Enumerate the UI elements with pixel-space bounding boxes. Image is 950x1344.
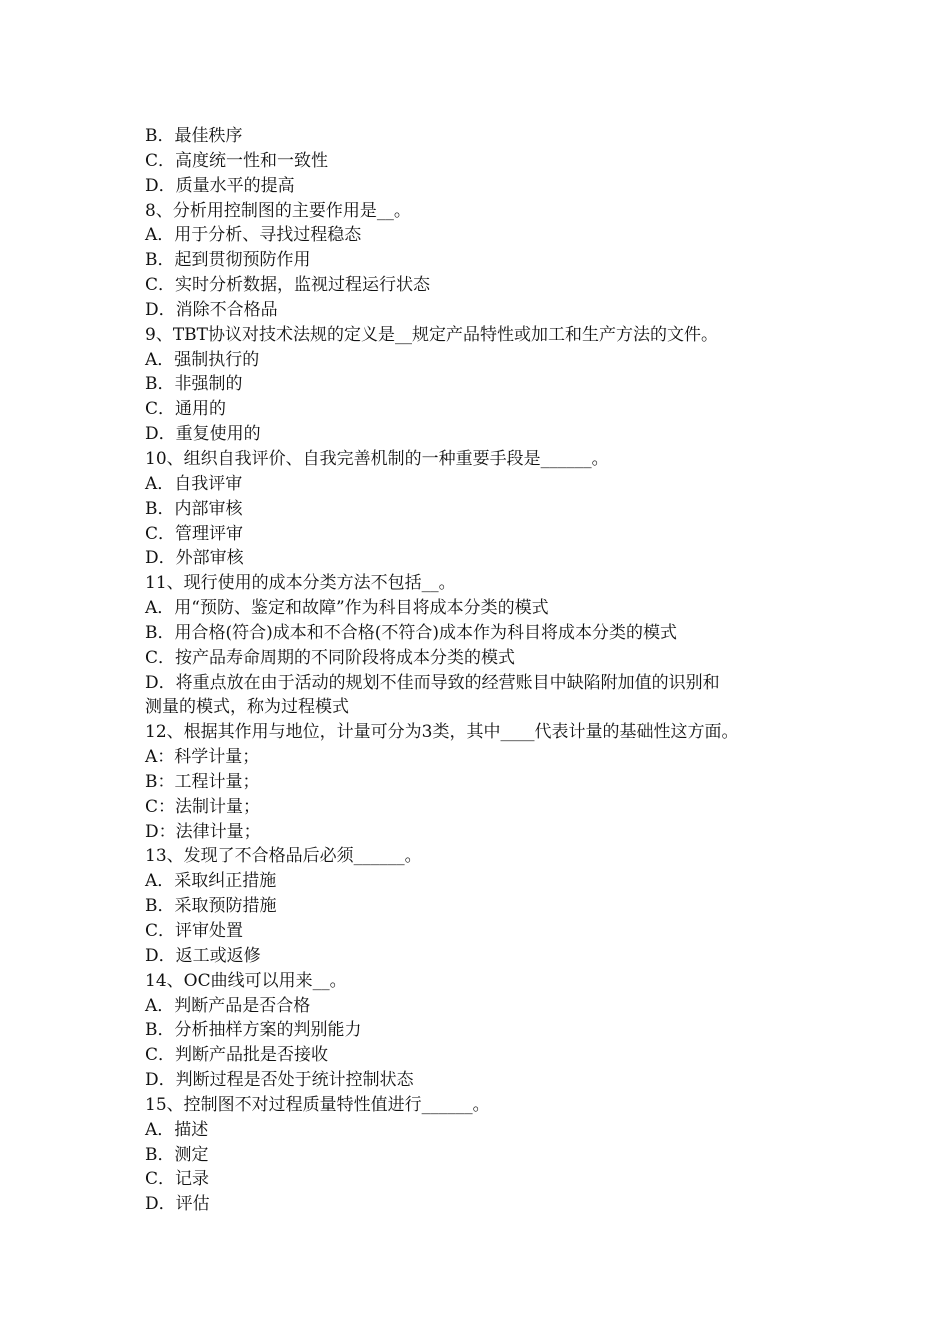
option-line: A．采取纠正措施: [145, 871, 277, 892]
option-line: B．采取预防措施: [145, 896, 277, 917]
option-line: B．最佳秩序: [145, 126, 243, 146]
option-line: C．通用的: [145, 399, 227, 420]
question-line: 8、分析用控制图的主要作用是__。: [145, 200, 411, 221]
option-line: C．按产品寿命周期的不同阶段将成本分类的模式: [145, 647, 516, 668]
option-line: C．实时分析数据，监视过程运行状态: [145, 275, 431, 296]
question-line: 12、根据其作用与地位，计量可分为3类，其中____代表计量的基础性这方面。: [145, 722, 739, 743]
option-line: A．描述: [145, 1119, 209, 1140]
option-line: C．评审处置: [145, 921, 244, 941]
question-line: 14、OC曲线可以用来__。: [145, 970, 347, 991]
option-line: D．外部审核: [145, 548, 244, 569]
option-line: B．测定: [145, 1144, 209, 1165]
option-line: B．用合格(符合)成本和不合格(不符合)成本作为科目将成本分类的模式: [145, 622, 678, 643]
option-line: B．非强制的: [145, 374, 243, 395]
option-line: A：科学计量；: [145, 747, 260, 768]
option-line: C．高度统一性和一致性: [145, 150, 329, 171]
option-line: A．自我评审: [145, 473, 243, 494]
option-line: D．将重点放在由于活动的规划不佳而导致的经营账目中缺陷附加值的识别和: [145, 672, 720, 693]
document-body: [145, 124, 815, 1217]
option-line: C．管理评审: [145, 523, 244, 544]
option-line-continuation: 测量的模式，称为过程模式: [145, 697, 349, 718]
option-line: D．评估: [145, 1194, 210, 1215]
question-line: 13、发现了不合格品后必须______。: [145, 846, 422, 867]
option-line: D．质量水平的提高: [145, 175, 295, 196]
option-line: D．消除不合格品: [145, 299, 278, 320]
option-line: C．判断产品批是否接收: [145, 1045, 329, 1066]
question-line: 15、控制图不对过程质量特性值进行______。: [145, 1094, 490, 1115]
option-line: A．用于分析、寻找过程稳态: [145, 225, 362, 246]
option-line: D：法律计量；: [145, 821, 261, 842]
option-line: B．分析抽样方案的判别能力: [145, 1020, 362, 1041]
option-line: B：工程计量；: [145, 771, 260, 792]
option-line: B．内部审核: [145, 498, 243, 519]
option-line: B．起到贯彻预防作用: [145, 250, 311, 271]
option-line: C．记录: [145, 1169, 210, 1190]
question-line: 9、TBT协议对技术法规的定义是__规定产品特性或加工和生产方法的文件。: [145, 324, 718, 345]
option-line: A．判断产品是否合格: [145, 995, 311, 1016]
option-line: C：法制计量；: [145, 796, 261, 817]
option-line: D．重复使用的: [145, 424, 261, 445]
question-line: 11、现行使用的成本分类方法不包括__。: [145, 573, 456, 594]
question-line: 10、组织自我评价、自我完善机制的一种重要手段是______。: [145, 448, 609, 469]
option-line: D．判断过程是否处于统计控制状态: [145, 1070, 414, 1091]
option-line: D．返工或返修: [145, 945, 261, 966]
option-line: A．用“预防、鉴定和故障”作为科目将成本分类的模式: [145, 598, 549, 619]
option-line: A．强制执行的: [145, 349, 260, 370]
